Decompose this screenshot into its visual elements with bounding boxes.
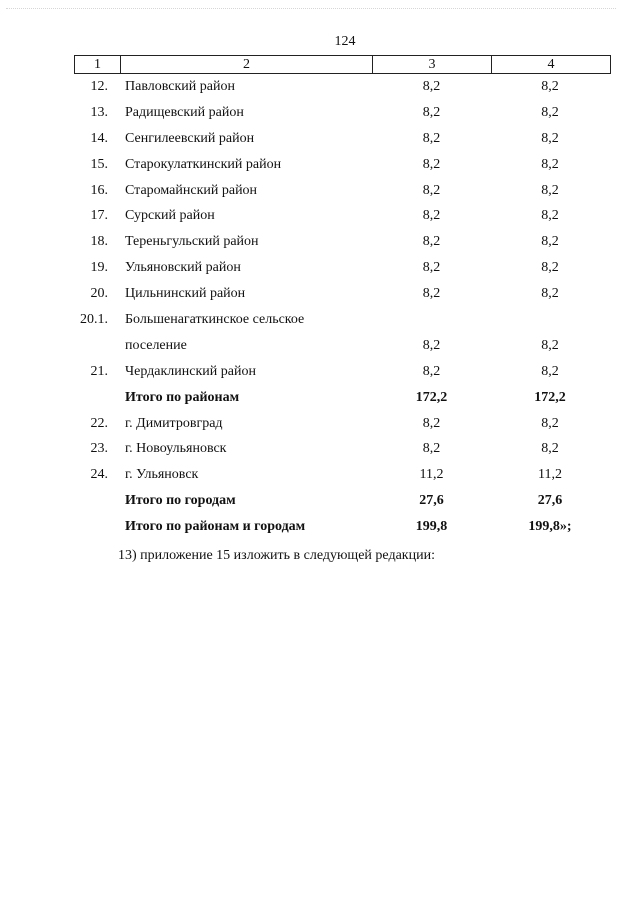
row-value-col-3: 8,2 <box>422 182 441 198</box>
table-row <box>0 412 640 438</box>
row-name: г. Новоульяновск <box>125 441 227 457</box>
row-name: Большенагаткинское сельское <box>125 312 305 328</box>
table-row <box>0 515 640 541</box>
row-value-col-3: 8,2 <box>422 156 441 172</box>
table-row <box>0 282 640 308</box>
row-value-col-4: 8,2 <box>541 130 559 146</box>
row-value-col-4: 8,2 <box>541 363 559 379</box>
table-row <box>0 386 640 412</box>
table-body <box>0 75 640 541</box>
row-value-col-4: 8,2 <box>541 79 559 94</box>
row-value-col-4: 11,2 <box>538 467 562 483</box>
row-number: 21. <box>90 363 108 379</box>
row-number: 20. <box>90 286 108 302</box>
row-name: Старомайнский район <box>125 182 258 198</box>
table-row <box>0 256 640 282</box>
row-value-col-4: 8,2 <box>541 156 559 172</box>
header-col-4: 4 <box>547 57 555 72</box>
table-row <box>0 437 640 463</box>
page-number: 124 <box>334 34 356 49</box>
row-value-col-3: 11,2 <box>419 467 444 483</box>
row-value-col-3: 27,6 <box>419 493 444 509</box>
header-col-2: 2 <box>121 56 373 73</box>
row-name: Итого по районам и городам <box>125 519 306 535</box>
row-value-col-3: 8,2 <box>422 286 441 302</box>
row-name: г. Ульяновск <box>125 467 199 483</box>
row-value-col-3: 8,2 <box>422 130 441 146</box>
row-name: Павловский район <box>125 79 235 94</box>
row-number: 17. <box>90 208 108 224</box>
row-number: 14. <box>90 130 108 146</box>
row-number: 12. <box>90 79 108 94</box>
table-row <box>0 463 640 489</box>
row-value-col-3: 8,2 <box>422 234 441 250</box>
row-number: 18. <box>90 234 108 250</box>
table-row <box>0 308 640 334</box>
header-col-1: 1 <box>75 56 121 73</box>
row-value-col-3: 8,2 <box>422 79 441 94</box>
header-col-3: 3 <box>373 56 492 73</box>
footer-paragraph: 13) приложение 15 изложить в следующей редакции: <box>118 548 435 563</box>
row-name: Цильнинский район <box>125 286 246 302</box>
row-value-col-4: 8,2 <box>541 337 559 353</box>
row-value-col-3: 199,8 <box>415 519 448 535</box>
row-value-col-4: 199,8»; <box>528 519 572 535</box>
table-row <box>0 360 640 386</box>
row-value-col-4: 8,2 <box>541 441 559 457</box>
row-number: 20.1. <box>80 312 108 328</box>
table-row <box>0 153 640 179</box>
row-value-col-4: 8,2 <box>541 286 559 302</box>
table-row <box>0 204 640 230</box>
table-row <box>0 334 640 360</box>
row-value-col-4: 8,2 <box>541 104 559 120</box>
row-name: Чердаклинский район <box>125 363 256 379</box>
row-name: Ульяновский район <box>125 260 241 276</box>
row-value-col-3: 8,2 <box>422 260 441 276</box>
table-header <box>74 55 611 74</box>
row-name: Радищевский район <box>125 104 244 120</box>
row-name: Итого по городам <box>125 493 236 509</box>
table-row <box>0 101 640 127</box>
row-value-col-4: 172,2 <box>534 389 566 405</box>
row-value-col-3: 8,2 <box>422 337 441 353</box>
row-number: 23. <box>90 441 108 457</box>
row-number: 13. <box>90 104 108 120</box>
row-number: 16. <box>90 182 108 198</box>
table-row <box>0 489 640 515</box>
row-name: Тереньгульский район <box>125 234 259 250</box>
row-number: 19. <box>90 260 108 276</box>
row-number: 15. <box>90 156 108 172</box>
row-name: Итого по районам <box>125 389 240 405</box>
row-value-col-4: 8,2 <box>541 208 559 224</box>
row-name: г. Димитровград <box>125 415 223 431</box>
row-name: Сенгилеевский район <box>125 130 255 146</box>
row-name: Старокулаткинский район <box>125 156 282 172</box>
row-value-col-3: 8,2 <box>422 104 441 120</box>
row-value-col-3: 8,2 <box>422 208 441 224</box>
table-row <box>0 179 640 205</box>
row-value-col-4: 8,2 <box>541 234 559 250</box>
row-number: 22. <box>90 415 108 431</box>
table-row <box>0 127 640 153</box>
row-value-col-3: 8,2 <box>422 363 441 379</box>
row-value-col-3: 172,2 <box>415 389 448 405</box>
row-value-col-4: 27,6 <box>537 493 563 509</box>
row-value-col-4: 8,2 <box>541 260 559 276</box>
table-row <box>0 75 640 101</box>
row-value-col-3: 8,2 <box>422 415 441 431</box>
row-value-col-4: 8,2 <box>541 182 559 198</box>
row-name: Сурский район <box>125 208 215 224</box>
row-name: поселение <box>125 337 187 353</box>
row-value-col-3: 8,2 <box>422 441 441 457</box>
scan-artifact-line <box>6 8 616 11</box>
row-value-col-4: 8,2 <box>541 415 559 431</box>
table-row <box>0 230 640 256</box>
row-number: 24. <box>90 467 108 483</box>
